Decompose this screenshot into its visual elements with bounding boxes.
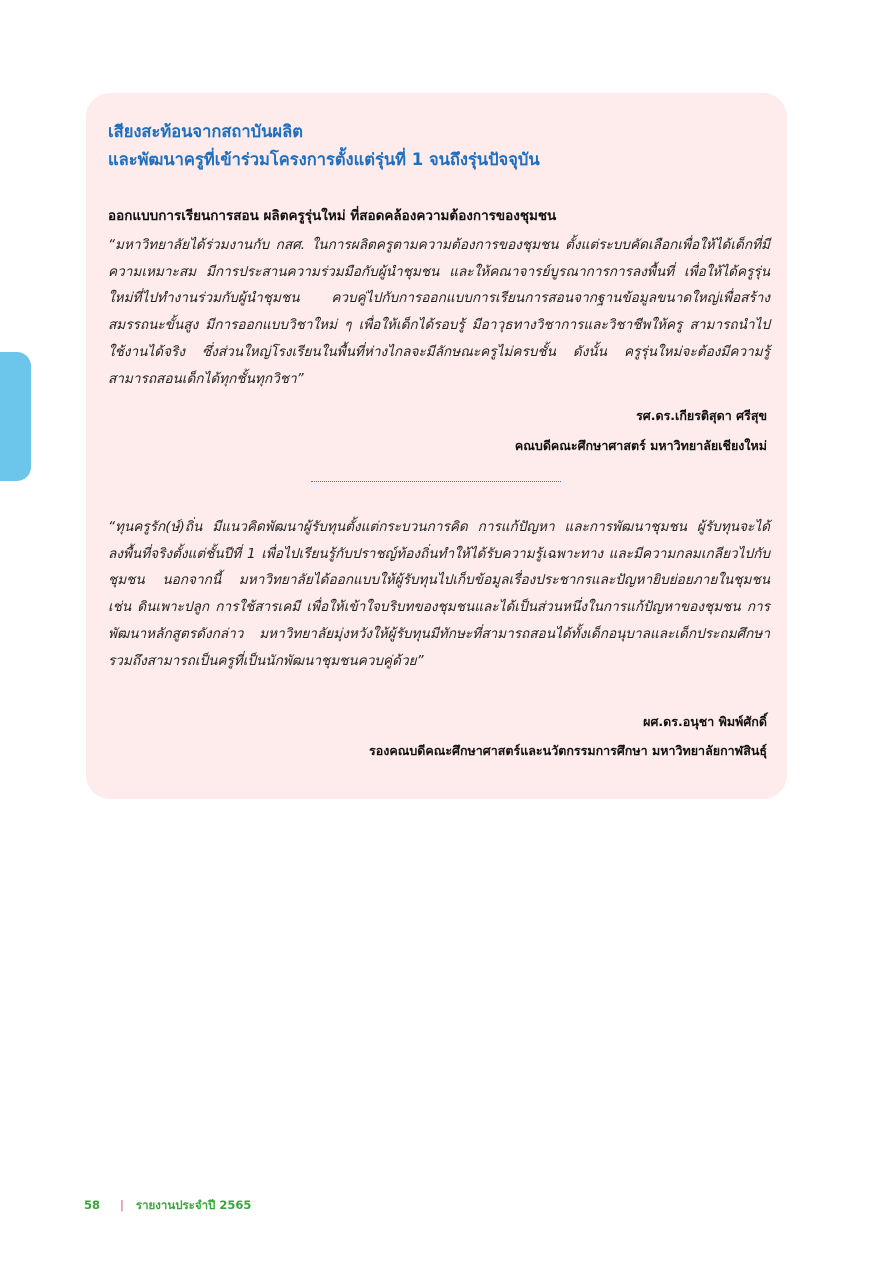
page-number: 58 [84,1198,101,1212]
quote-1-subheading: ออกแบบการเรียนการสอน ผลิตครูรุ่นใหม่ ที่สอดคล้องความต้องการของชุมชน [108,208,557,224]
quote-2-attribution-title: รองคณบดีคณะศึกษาศาสตร์และนวัตกรรมการศึกษา มหาวิทยาลัยกาฬสินธุ์ [369,743,767,758]
heading-line-1: เสียงสะท้อนจากสถาบันผลิต [108,122,303,141]
quote-1-text: “มหาวิทยาลัยได้ร่วมงานกับ กสศ. ในการผลิตครูตามความต้องการของชุมชน ตั้งแต่ระบบคัดเลือกเพื่อให้ได้เด็กที่มีความเหมาะสม มีการประสานความร่วมมือกับผู้นำชุมชน และให้คณาจารย์บูรณาการการลงพื้นที่ เพื่อให้ได้ครูรุ่นใหม่ที่ไปทำงานร่วมกับผู้นำชุมชน ควบคู่ไปกับการออกแบบการเรียนการสอนจากฐานข้อมูลขนาดใหญ่เพื่อสร้างสมรรถนะขั้นสูง มีการออกแบบวิชาใหม่ ๆ เพื่อให้เด็กได้รอบรู้ มีอาวุธทางวิชาการและวิชาชีพให้ครู สามารถนำไปใช้งานได้จริง ซึ่งส่วนใหญ่โรงเรียนในพื้นที่ห่างไกลจะมีลักษณะครูไม่ครบชั้น ดังนั้น ครูรุ่นใหม่จะต้องมีความรู้สามารถสอนเด็กได้ทุกชั้นทุกวิชา” [108,237,770,387]
quote-2-attribution-name: ผศ.ดร.อนุชา พิมพ์ศักดิ์ [643,714,767,729]
chapter-side-tab [0,352,31,481]
dotted-divider [311,481,561,482]
page-footer [84,1196,251,1214]
report-title: รายงานประจำปี 2565 [135,1198,252,1212]
heading-line-2: และพัฒนาครูที่เข้าร่วมโครงการตั้งแต่รุ่นที่ 1 จนถึงรุ่นปัจจุบัน [108,150,540,169]
footer-separator: | [120,1198,124,1212]
section-heading [108,118,768,174]
quote-1-attribution-name: รศ.ดร.เกียรติสุดา ศรีสุข [636,408,767,423]
quote-2-text: “ทุนครูรัก(ษ์)ถิ่น มีแนวคิดพัฒนาผู้รับทุนตั้งแต่กระบวนการคิด การแก้ปัญหา และการพัฒนาชุมชน ผู้รับทุนจะได้ลงพื้นที่จริงตั้งแต่ชั้นปีที่ 1 เพื่อไปเรียนรู้กับปราชญ์ท้องถิ่นทำให้ได้รับความรู้เฉพาะทาง และมีความกลมเกลียวไปกับชุมชน นอกจากนี้ มหาวิทยาลัยได้ออกแบบให้ผู้รับทุนไปเก็บข้อมูลเรื่องประชากรและปัญหายิบย่อยภายในชุมชน เช่น ดินเพาะปลูก การใช้สารเคมี เพื่อให้เข้าใจบริบทของชุมชนและได้เป็นส่วนหนึ่งในการแก้ปัญหาของชุมชน การพัฒนาหลักสูตรดังกล่าว มหาวิทยาลัยมุ่งหวังให้ผู้รับทุนมีทักษะที่สามารถสอนได้ทั้งเด็กอนุบาลและเด็กประถมศึกษา รวมถึงสามารถเป็นครูที่เป็นนักพัฒนาชุมชนควบคู่ด้วย” [108,519,770,669]
quote-1-attribution-title: คณบดีคณะศึกษาศาสตร์ มหาวิทยาลัยเชียงใหม่ [514,438,767,453]
